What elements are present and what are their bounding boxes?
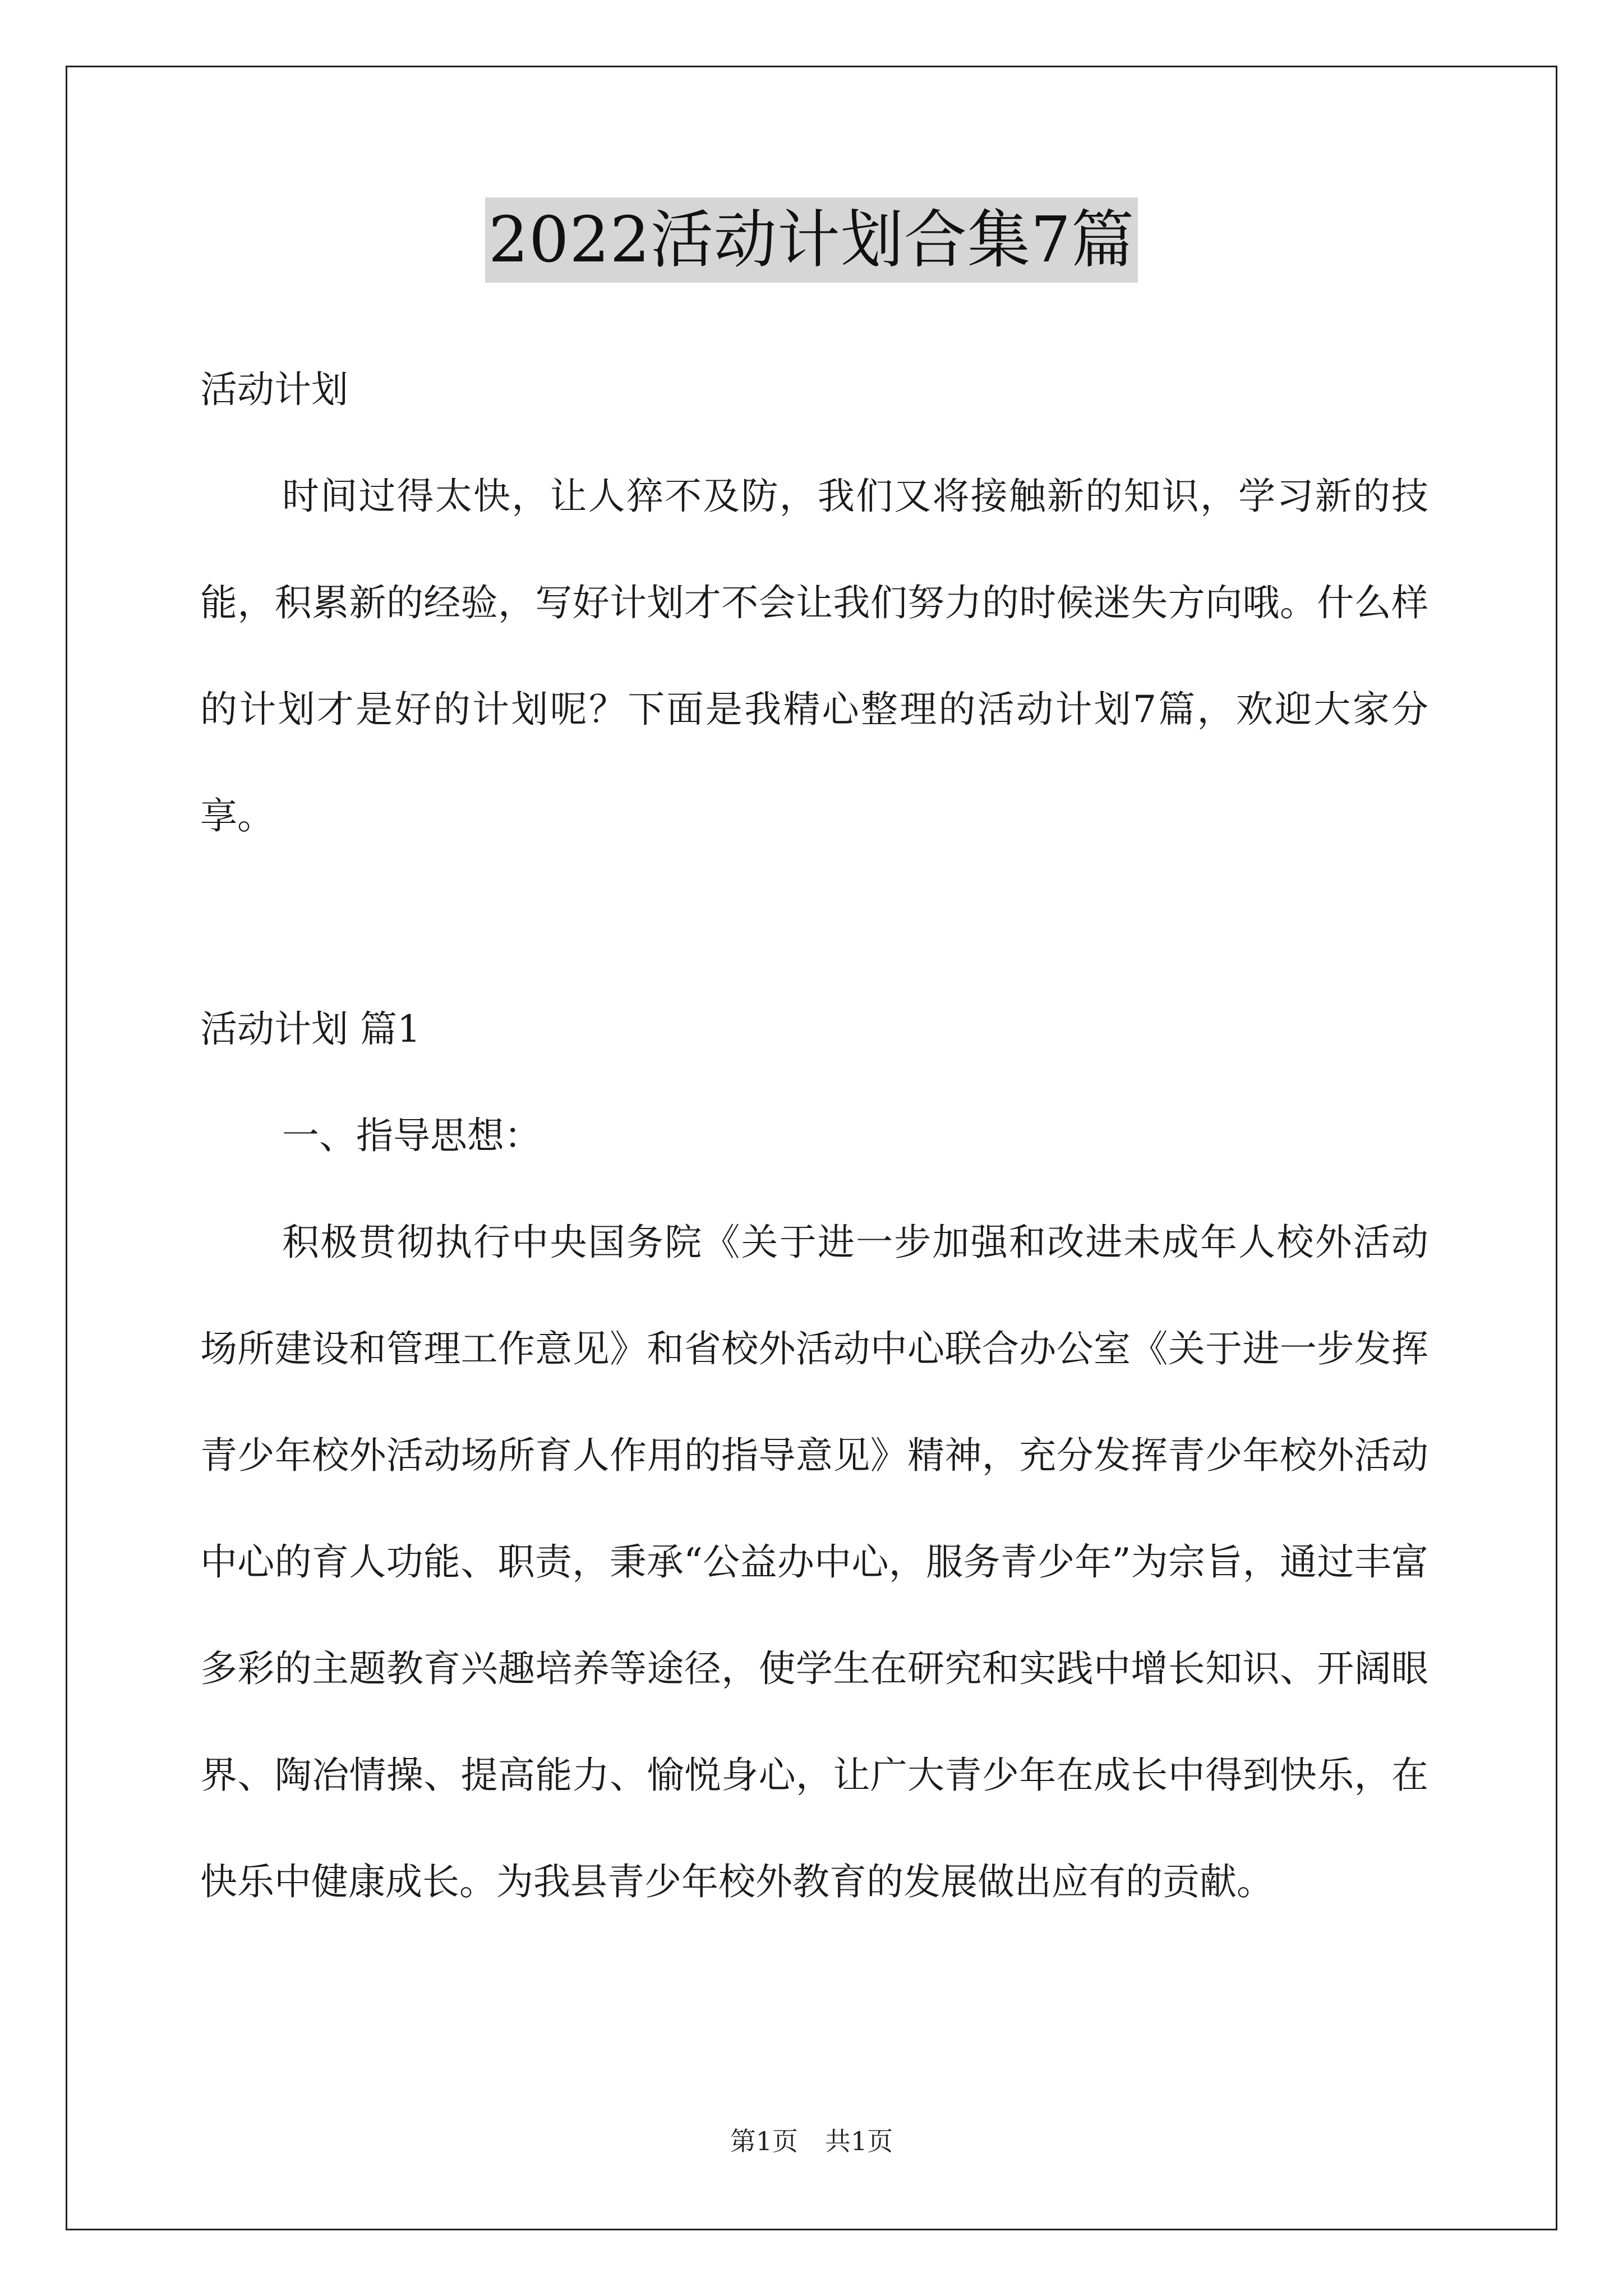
part1-subheading: 一、指导思想：	[282, 1114, 541, 1157]
part1-paragraph: 积极贯彻执行中央国务院《关于进一步加强和改进未成年人校外活动场所建设和管理工作意见》和省校外活动中心联合办公室《关于进一步发挥青少年校外活动场所育人作用的指导意见》精神，充分发挥青少年校外活动中心的育人功能、职责，秉承“公益办中心，服务青少年”为宗旨，通过丰富多彩的主题教育兴趣培养等途径，使学生在研究和实践中增长知识、开阔眼界、陶冶情操、提高能力、愉悦身心，让广大青少年在成长中得到快乐，在快乐中健康成长。为我县青少年校外教育的发展做出应有的贡献。	[200, 1221, 1428, 1903]
title-container	[0, 197, 1623, 283]
document-body	[200, 337, 1428, 1935]
document-title: 2022活动计划合集7篇	[485, 197, 1138, 283]
part1-heading: 活动计划 篇1	[200, 1007, 421, 1051]
section-heading: 活动计划	[200, 368, 348, 411]
page-footer	[0, 2124, 1623, 2158]
page-number-total: 共1页	[825, 2126, 893, 2156]
intro-paragraph: 时间过得太快，让人猝不及防，我们又将接触新的知识，学习新的技能，积累新的经验，写好计划才不会让我们努力的时候迷失方向哦。什么样的计划才是好的计划呢？下面是我精心整理的活动计划7篇，欢迎大家分享。	[200, 475, 1428, 838]
page-number-current: 第1页	[730, 2126, 798, 2156]
